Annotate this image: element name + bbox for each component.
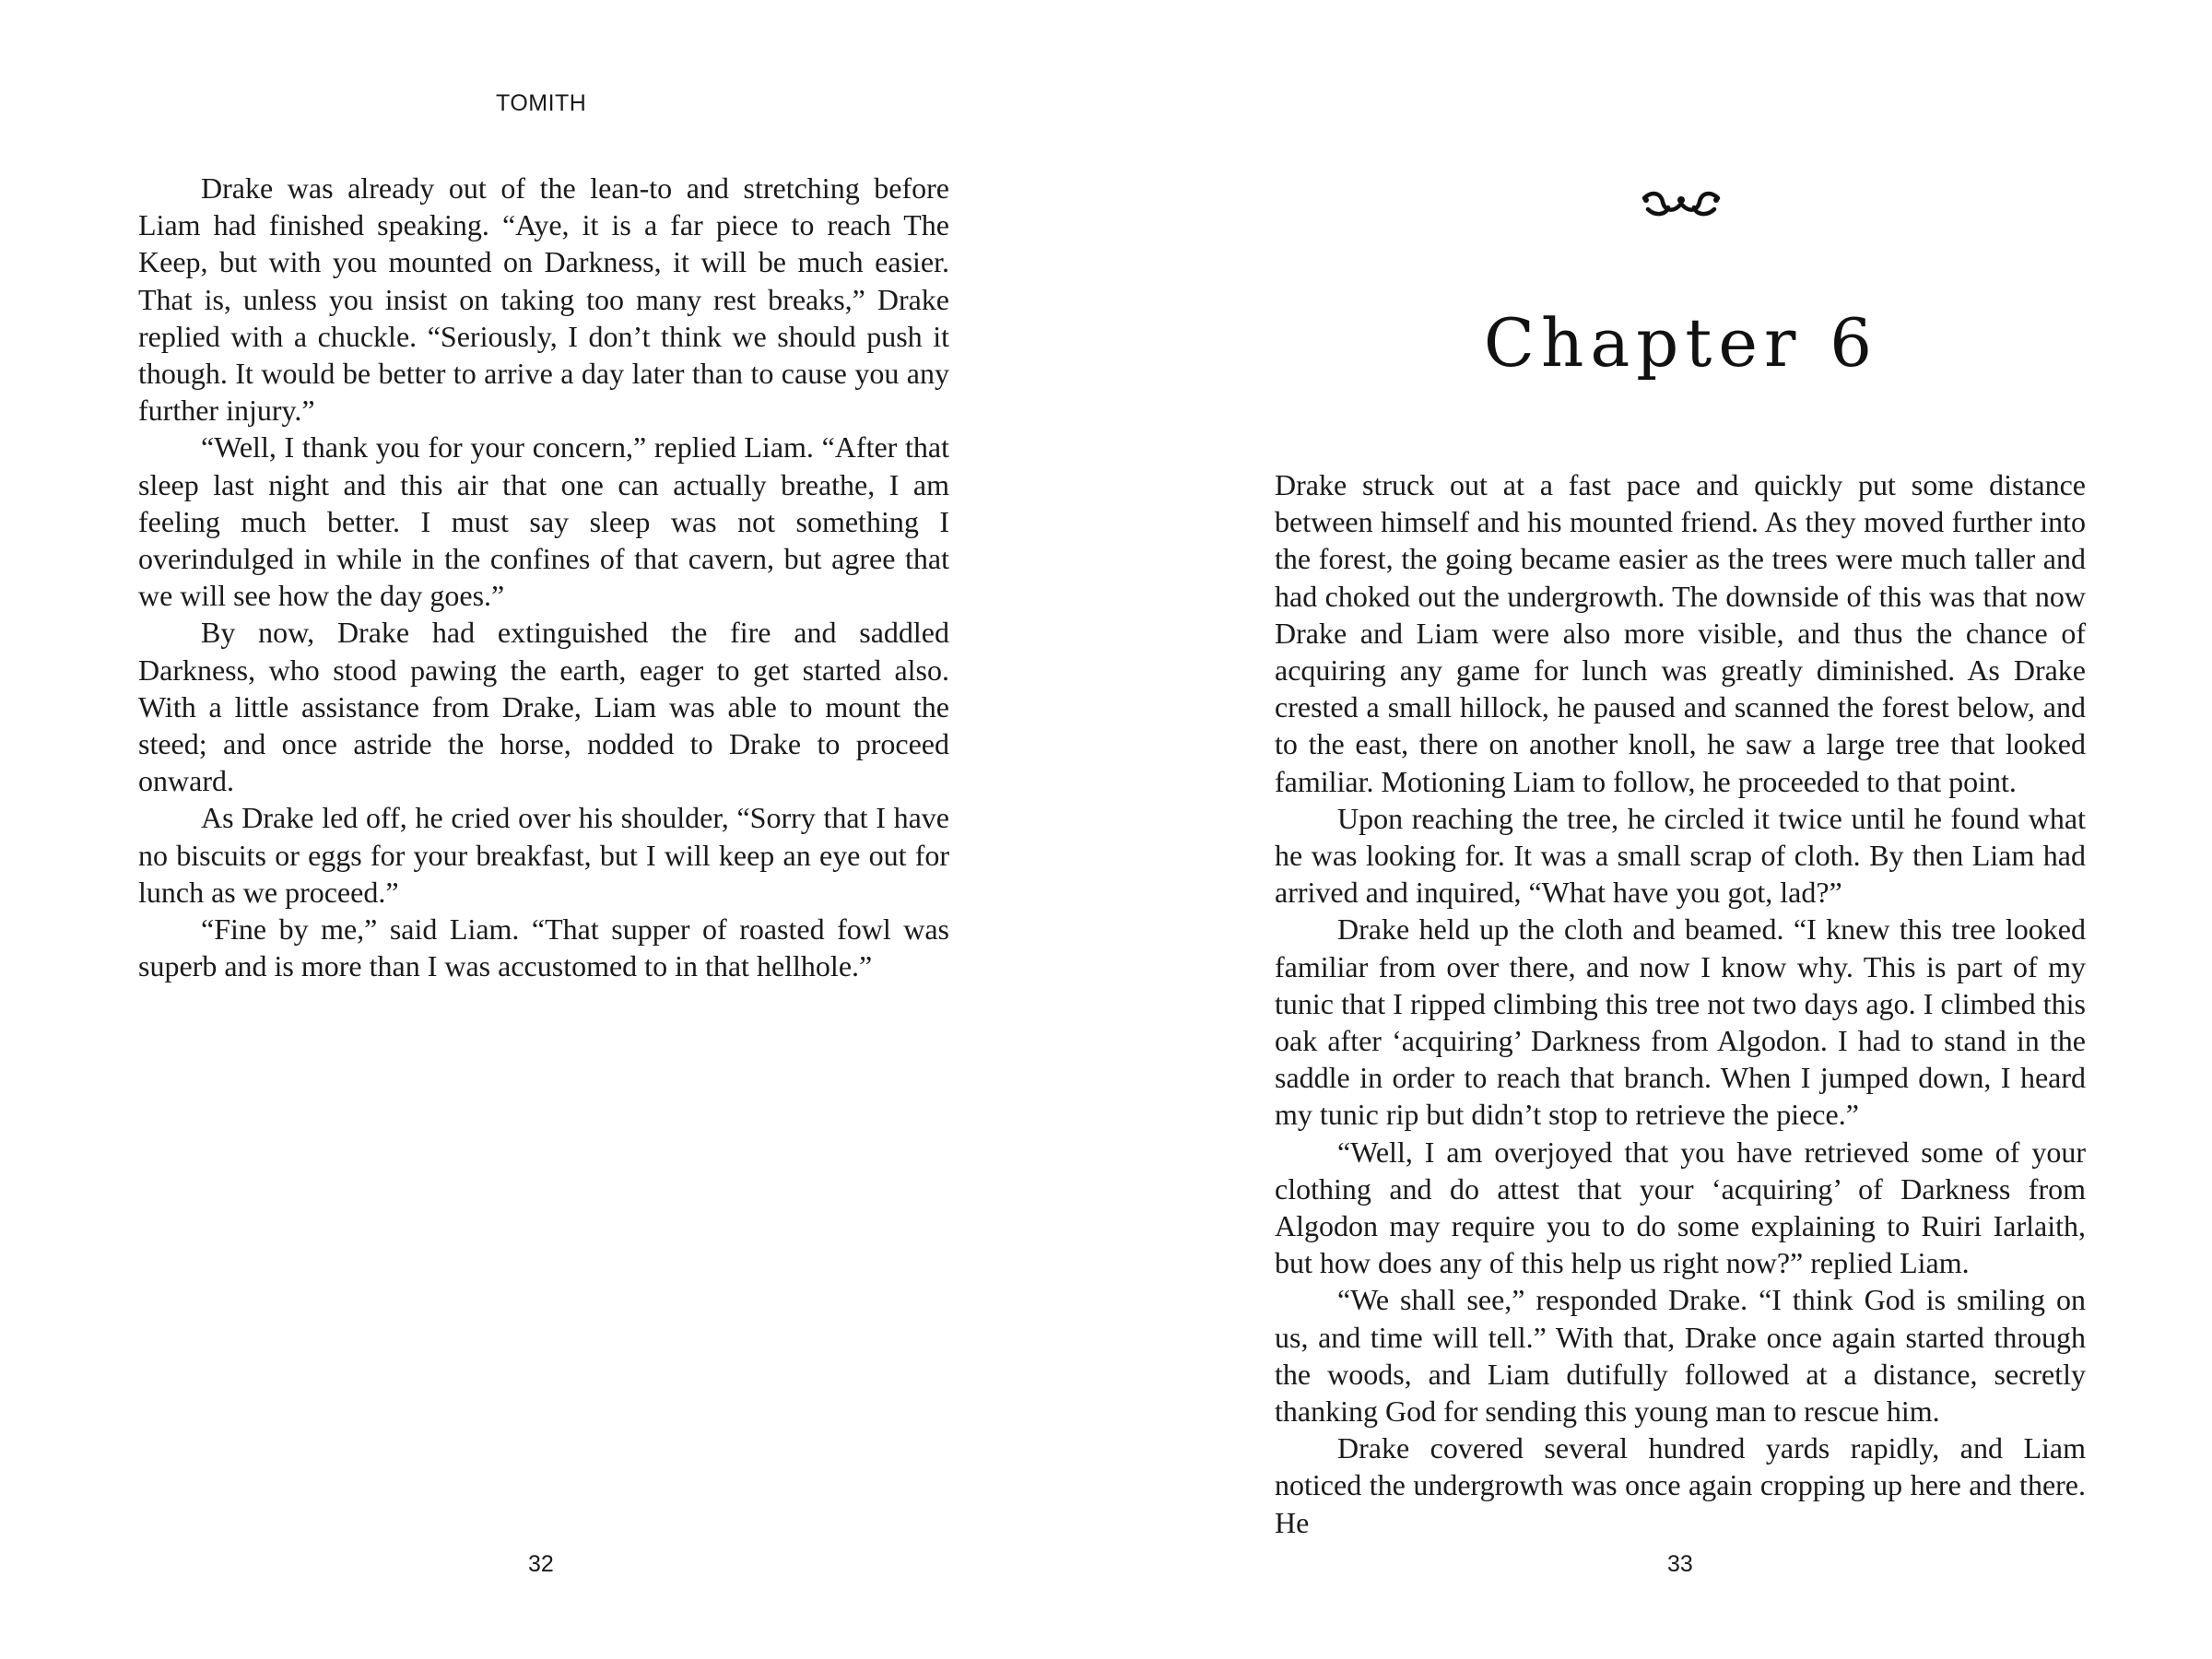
paragraph: “Well, I thank you for your concern,” replied Liam. “After that sleep last night and this air that one can actually breathe, I am feeling much better. I must say sleep was not something I overindulged in while in the confines of that cavern, but agree that we will see how the day goes.” <box>138 430 949 613</box>
paragraph: “Well, I am overjoyed that you have retrieved some of your clothing and do attest that your ‘acquiring’ of Darkness from Algodon may require you to do some explaining to Ruiri Iarlaith, but how does any of this help us right now?” replied Liam. <box>1275 1135 2086 1280</box>
page-number-right: 33 <box>1667 1551 1693 1577</box>
paragraph: Drake covered several hundred yards rapidly, and Liam noticed the undergrowth was once again cropping up here and there. He <box>1275 1431 2086 1539</box>
running-head: TOMITH <box>496 90 587 116</box>
paragraph: Upon reaching the tree, he circled it twice until he found what he was looking for. It was a small scrap of cloth. By then Liam had arrived and inquired, “What have you got, lad?” <box>1275 801 2086 910</box>
paragraph: Drake held up the cloth and beamed. “I knew this tree looked familiar from over there, and now I know why. This is part of my tunic that I ripped climbing this tree not two days ago. I climbed this oak after ‘acquiring’ Darkness from Algodon. I had to stand in the saddle in order to reach that branch. When I jumped down, I heard my tunic rip but didn’t stop to retrieve the piece.” <box>1275 912 2086 1132</box>
chapter-title: Chapter 6 <box>1483 304 1879 382</box>
paragraph: “We shall see,” responded Drake. “I think God is smiling on us, and time will tell.” With that, Drake once again started through the woods, and Liam dutifully followed at a distance, secretly thanking God for sending this young man to rescue him. <box>1275 1283 2086 1429</box>
paragraph: As Drake led off, he cried over his shoulder, “Sorry that I have no biscuits or eggs for your breakfast, but I will keep an eye out for lunch as we proceed.” <box>138 801 949 909</box>
paragraph: “Fine by me,” said Liam. “That supper of roasted fowl was superb and is more than I was accustomed to in that hellhole.” <box>138 912 949 983</box>
paragraph: By now, Drake had extinguished the fire and saddled Darkness, who stood pawing the earth, eager to get started also. With a little assistance from Drake, Liam was able to mount the steed; and once astride the horse, nodded to Drake to proceed onward. <box>138 616 949 798</box>
right-page-body <box>1275 466 2086 1541</box>
right-page <box>1106 0 2212 1659</box>
paragraph: Drake was already out of the lean-to and stretching before Liam had finished speaking. “Aye, it is a far piece to reach The Keep, but with you mounted on Darkness, it will be much easier. That is, unless you insist on taking too many rest breaks,” Drake replied with a chuckle. “Seriously, I don’t think we should push it though. It would be better to arrive a day later than to cause you any further injury.” <box>138 171 949 428</box>
left-page-body <box>138 170 949 984</box>
paragraph: Drake struck out at a fast pace and quickly put some distance between himself and his mounted friend. As they moved further into the forest, the going became easier as the trees were much taller and had choked out the undergrowth. The downside of this was that now Drake and Liam were also more visible, and thus the chance of acquiring any game for lunch was greatly diminished. As Drake crested a small hillock, he paused and scanned the forest below, and to the east, there on another knoll, he saw a large tree that looked familiar. Motioning Liam to follow, he proceeded to that point. <box>1275 468 2086 798</box>
page-number-left: 32 <box>528 1551 554 1577</box>
fleuron-ornament-icon <box>1641 187 1722 220</box>
